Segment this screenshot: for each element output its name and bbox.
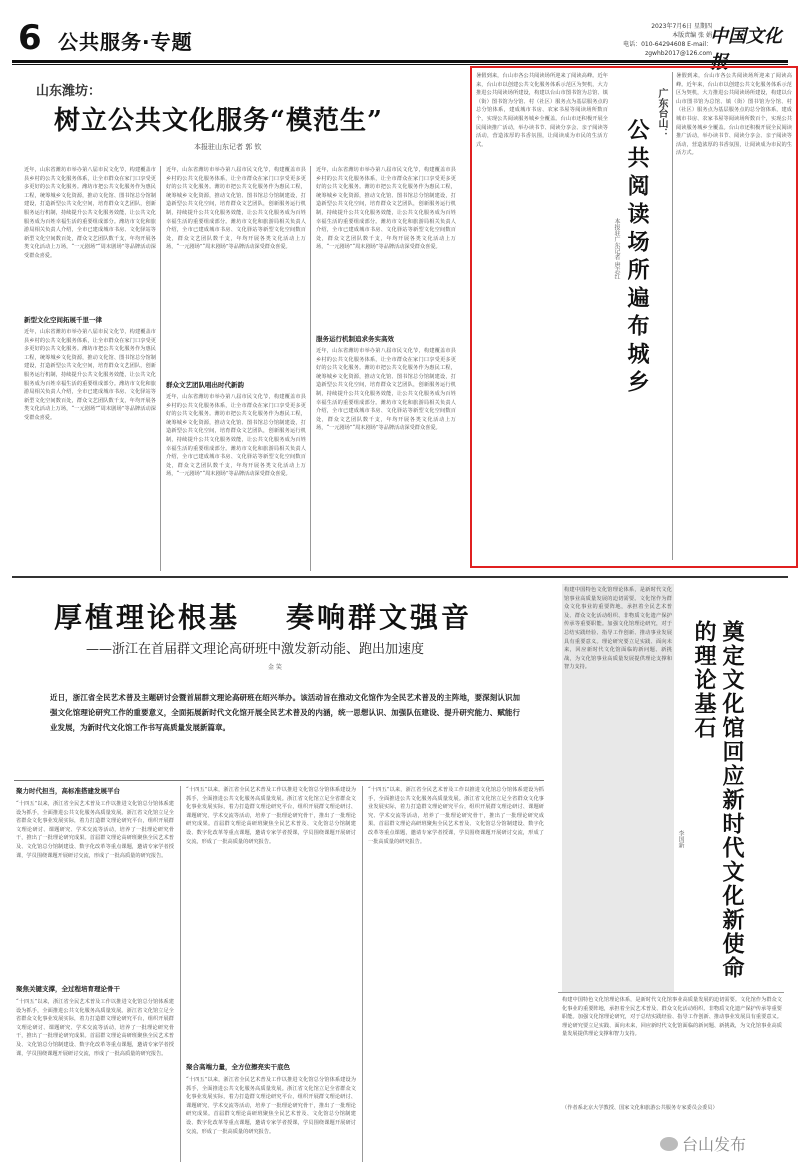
article-headline: 树立公共文化服务“模范生” [54,106,383,136]
wechat-icon [660,1137,678,1151]
article-body-col3b: 近年，山东省潍坊市举办第八届市民文化节，构建覆盖市县乡村的公共文化服务体系，让全市群众在家门口享受更多更好的公共文化服务。潍坊市把公共文化服务作为惠民工程，统筹城乡文化资源，推动文化馆、图书馆总分馆制建设，打造新型公共文化空间，培育群众文艺团队，创新服务运行机制，持续提升公共文化服务效能，让公共文化服务成为百姓幸福生活的重要组成部分。潍坊市文化和旅游局相关负责人介绍，全市已建成城市书房、文化驿站等新型文化空间数百处，群众文艺团队数千支，年均开展各类文化活动上万场，“一元剧场”“周末剧场”等品牌活动深受群众喜爱。 [316,348,456,432]
article-body-bottom: 构建中国特色文化馆理论体系，是新时代文化馆事业高质量发展的迫切需要。文化馆作为群众文化事业的重要阵地，承担着全民艺术普及、群众文化活动组织、非物质文化遗产保护传承等重要职能。加强文化馆理论研究，对于总结实践经验、指导工作创新、推动事业发展具有重要意义。理论研究要立足实践、面向未来，回应新时代文化馆面临的新问题、新挑战，为文化馆事业高质量发展提供理论支撑和智力支持。 [562,997,782,1038]
article-byline: 李国新 [677,830,684,848]
wechat-watermark [660,1132,746,1155]
newspaper-logo: 中国文化 [710,26,782,47]
article-byline: 本报驻山东记者 郭 钦 [194,143,262,151]
article-byline: 本报驻广东记者 唐志红 [613,218,620,280]
article-lead: 近日，浙江省全民艺术普及主题研讨会暨首届群文理论高研班在绍兴举办。该活动旨在推动文化馆作为全民艺术普及的主阵地，要深刻认识加强文化馆理论研究工作的重要意义，全面拓展新时代文化馆开展全民艺术普及的内涵，统一思想认识、加强队伍建设、提升研究能力、赋能行业发展，为新时代文化馆工作书写高质量发展新篇章。 [50,693,520,732]
column-rule [310,166,311,571]
column-rule [362,786,363,1162]
section-rule [12,576,788,578]
page-number: 6 [18,18,42,58]
author-note: （作者系北京大学教授、国家文化和旅游公共服务专家委员会委员） [562,1105,718,1111]
article-headline-text: 奠定文化馆回应新时代文化新使命的理论基石 [691,620,745,980]
subhead-1: 新型文化空间拓展千里一律 [24,316,102,324]
header-meta [592,22,712,58]
watermark-label: 台山发布 [682,1135,747,1154]
article-body-col1: 暑假到来，台山市各公共阅读场所迎来了阅读高峰。近年来，台山市以创建公共文化服务体系示范区为契机，大力推进公共阅读场所建设，构建以台山市图书馆为总馆、镇（街）图书馆为分馆、村（社区）服务点为基层服务点的总分馆体系，建成城市书房、农家书屋等阅读场所数百个，实现公共阅读服务城乡全覆盖。台山市还积极开展全民阅读推广活动，举办读书节、阅读分享会、亲子阅读等活动，营造浓厚的书香氛围，让阅读成为市民的生活方式。 [476,73,608,148]
header-rule-thin [12,64,788,65]
article-headline-part2: 奏响群文强音 [286,601,473,634]
article-kicker: 山东潍坊： [36,84,102,99]
section-title: 公共服务·专题 [58,30,193,54]
article-kicker: 广东台山： [656,88,667,138]
article-body-col2b: “十四五”以来，浙江省全民艺术普及工作以推进文化馆总分馆体系建设为抓手，全面推进公共文化服务高质量发展。浙江省文化馆立足全省群众文化事业发展实际，着力打造群文理论研究平台，组织开展群文理论研讨、课题研究、学术交流等活动，培养了一批理论研究骨干，推出了一批理论研究成果。首届群文理论高研班聚焦全民艺术普及、文化馆总分馆制建设、数字化改革等重点课题，邀请专家学者授课，学员围绕课题开展研讨交流，形成了一批高质量的研究报告。 [186,1077,356,1135]
article-body-col3: 近年，山东省潍坊市举办第八届市民文化节，构建覆盖市县乡村的公共文化服务体系，让全市群众在家门口享受更多更好的公共文化服务。潍坊市把公共文化服务作为惠民工程，统筹城乡文化资源，推动文化馆、图书馆总分馆制建设，打造新型公共文化空间，培育群众文艺团队，创新服务运行机制，持续提升公共文化服务效能，让公共文化服务成为百姓幸福生活的重要组成部分。潍坊市文化和旅游局相关负责人介绍，全市已建成城市书房、文化驿站等新型文化空间数百处，群众文艺团队数千支，年均开展各类文化活动上万场，“一元剧场”“周末剧场”等品牌活动深受群众喜爱。 [316,167,456,251]
contact-line: 电话：010-64294608 E-mail：zgwhb2017@126.com [623,41,712,57]
article-headline [690,620,746,1000]
article-body-col1b: “十四五”以来，浙江省全民艺术普及工作以推进文化馆总分馆体系建设为抓手，全面推进公共文化服务高质量发展。浙江省文化馆立足全省群众文化事业发展实际，着力打造群文理论研究平台，组织开展群文理论研讨、课题研究、学术交流等活动，培养了一批理论研究骨干，推出了一批理论研究成果。首届群文理论高研班聚焦全民艺术普及、文化馆总分馆制建设、数字化改革等重点课题，邀请专家学者授课，学员围绕课题开展研讨交流，形成了一批高质量的研究报告。 [16,999,174,1057]
editor-line: 本版责编 张 娟 [672,32,712,39]
subhead-2: 聚焦关键支撑，全过程培育理论骨干 [16,985,120,993]
lead-rule [14,780,544,781]
article-byline: 金 笑 [268,664,282,671]
highlight-box-taishan [470,66,798,568]
article-body-col1: “十四五”以来，浙江省全民艺术普及工作以推进文化馆总分馆体系建设为抓手，全面推进公共文化服务高质量发展。浙江省文化馆立足全省群众文化事业发展实际，着力打造群文理论研究平台，组织开展群文理论研讨、课题研究、学术交流等活动，培养了一批理论研究骨干，推出了一批理论研究成果。首届群文理论高研班聚焦全民艺术普及、文化馆总分馆制建设、数字化改革等重点课题，邀请专家学者授课，学员围绕课题开展研讨交流，形成了一批高质量的研究报告。 [16,801,174,859]
article4-rule [558,992,784,993]
article-body-col3: “十四五”以来，浙江省全民艺术普及工作以推进文化馆总分馆体系建设为抓手，全面推进公共文化服务高质量发展。浙江省文化馆立足全省群众文化事业发展实际，着力打造群文理论研究平台，组织开展群文理论研讨、课题研究、学术交流等活动，培养了一批理论研究骨干，推出了一批理论研究成果。首届群文理论高研班聚焦全民艺术普及、文化馆总分馆制建设、数字化改革等重点课题，邀请专家学者授课，学员围绕课题开展研讨交流，形成了一批高质量的研究报告。 [368,787,544,845]
column-rule [672,72,673,560]
article-body-col2b: 近年，山东省潍坊市举办第八届市民文化节，构建覆盖市县乡村的公共文化服务体系，让全市群众在家门口享受更多更好的公共文化服务。潍坊市把公共文化服务作为惠民工程，统筹城乡文化资源，推动文化馆、图书馆总分馆制建设，打造新型公共文化空间，培育群众文艺团队，创新服务运行机制，持续提升公共文化服务效能，让公共文化服务成为百姓幸福生活的重要组成部分。潍坊市文化和旅游局相关负责人介绍，全市已建成城市书房、文化驿站等新型文化空间数百处，群众文艺团队数千支，年均开展各类文化活动上万场，“一元剧场”“周末剧场”等品牌活动深受群众喜爱。 [166,394,306,478]
article-headline: 公共阅读场所遍布城乡 [624,118,650,398]
subhead-2: 群众文艺团队唱出时代新韵 [166,381,244,389]
date-line: 2023年7月6日 星期四 [651,23,712,30]
article-zhejiang [12,580,547,1166]
article-headline-part1: 厚植理论根基 [54,601,241,634]
subhead-1: 聚力时代担当，高标准搭建发展平台 [16,787,120,795]
subhead-3: 聚合高端力量，全方位擦亮实干底色 [186,1063,290,1071]
article-body-col1: 近年，山东省潍坊市举办第八届市民文化节，构建覆盖市县乡村的公共文化服务体系，让全市群众在家门口享受更多更好的公共文化服务。潍坊市把公共文化服务作为惠民工程，统筹城乡文化资源，推动文化馆、图书馆总分馆制建设，打造新型公共文化空间，培育群众文艺团队，创新服务运行机制，持续提升公共文化服务效能，让公共文化服务成为百姓幸福生活的重要组成部分。潍坊市文化和旅游局相关负责人介绍，全市已建成城市书房、文化驿站等新型文化空间数百处，群众文艺团队数千支，年均开展各类文化活动上万场，“一元剧场”“周末剧场”等品牌活动深受群众喜爱。 [24,167,156,259]
article-subtitle: ——浙江在首届群文理论高研班中激发新动能、跑出加速度 [86,642,425,657]
article-body-col2: 暑假到来，台山市各公共阅读场所迎来了阅读高峰。近年来，台山市以创建公共文化服务体系示范区为契机，大力推进公共阅读场所建设，构建以台山市图书馆为总馆、镇（街）图书馆为分馆、村（社区）服务点为基层服务点的总分馆体系，建成城市书房、农家书屋等阅读场所数百个，实现公共阅读服务城乡全覆盖。台山市还积极开展全民阅读推广活动，举办读书节、阅读分享会、亲子阅读等活动，营造浓厚的书香氛围，让阅读成为市民的生活方式。 [676,73,792,157]
column-rule [180,786,181,1162]
subhead-3: 服务运行机制追求务实高效 [316,335,394,343]
article-body-col2: 近年，山东省潍坊市举办第八届市民文化节，构建覆盖市县乡村的公共文化服务体系，让全市群众在家门口享受更多更好的公共文化服务。潍坊市把公共文化服务作为惠民工程，统筹城乡文化资源，推动文化馆、图书馆总分馆制建设，打造新型公共文化空间，培育群众文艺团队，创新服务运行机制，持续提升公共文化服务效能，让公共文化服务成为百姓幸福生活的重要组成部分。潍坊市文化和旅游局相关负责人介绍，全市已建成城市书房、文化驿站等新型文化空间数百处，群众文艺团队数千支，年均开展各类文化活动上万场，“一元剧场”“周末剧场”等品牌活动深受群众喜爱。 [166,167,306,251]
header-rule [12,60,788,63]
article-lixinguo [552,580,792,1166]
column-rule [160,166,161,571]
article-weifang [14,70,464,570]
article-body-top: 构建中国特色文化馆理论体系，是新时代文化馆事业高质量发展的迫切需要。文化馆作为群众文化事业的重要阵地，承担着全民艺术普及、群众文化活动组织、非物质文化遗产保护传承等重要职能。加强文化馆理论研究，对于总结实践经验、指导工作创新、推动事业发展具有重要意义。理论研究要立足实践、面向未来，回应新时代文化馆面临的新问题、新挑战，为文化馆事业高质量发展提供理论支撑和智力支持。 [562,584,674,992]
article-body-col1b: 近年，山东省潍坊市举办第八届市民文化节，构建覆盖市县乡村的公共文化服务体系，让全市群众在家门口享受更多更好的公共文化服务。潍坊市把公共文化服务作为惠民工程，统筹城乡文化资源，推动文化馆、图书馆总分馆制建设，打造新型公共文化空间，培育群众文艺团队，创新服务运行机制，持续提升公共文化服务效能，让公共文化服务成为百姓幸福生活的重要组成部分。潍坊市文化和旅游局相关负责人介绍，全市已建成城市书房、文化驿站等新型文化空间数百处，群众文艺团队数千支，年均开展各类文化活动上万场，“一元剧场”“周末剧场”等品牌活动深受群众喜爱。 [24,329,156,421]
article-body-col2: “十四五”以来，浙江省全民艺术普及工作以推进文化馆总分馆体系建设为抓手，全面推进公共文化服务高质量发展。浙江省文化馆立足全省群众文化事业发展实际，着力打造群文理论研究平台，组织开展群文理论研讨、课题研究、学术交流等活动，培养了一批理论研究骨干，推出了一批理论研究成果。首届群文理论高研班聚焦全民艺术普及、文化馆总分馆制建设、数字化改革等重点课题，邀请专家学者授课，学员围绕课题开展研讨交流，形成了一批高质量的研究报告。 [186,787,356,845]
